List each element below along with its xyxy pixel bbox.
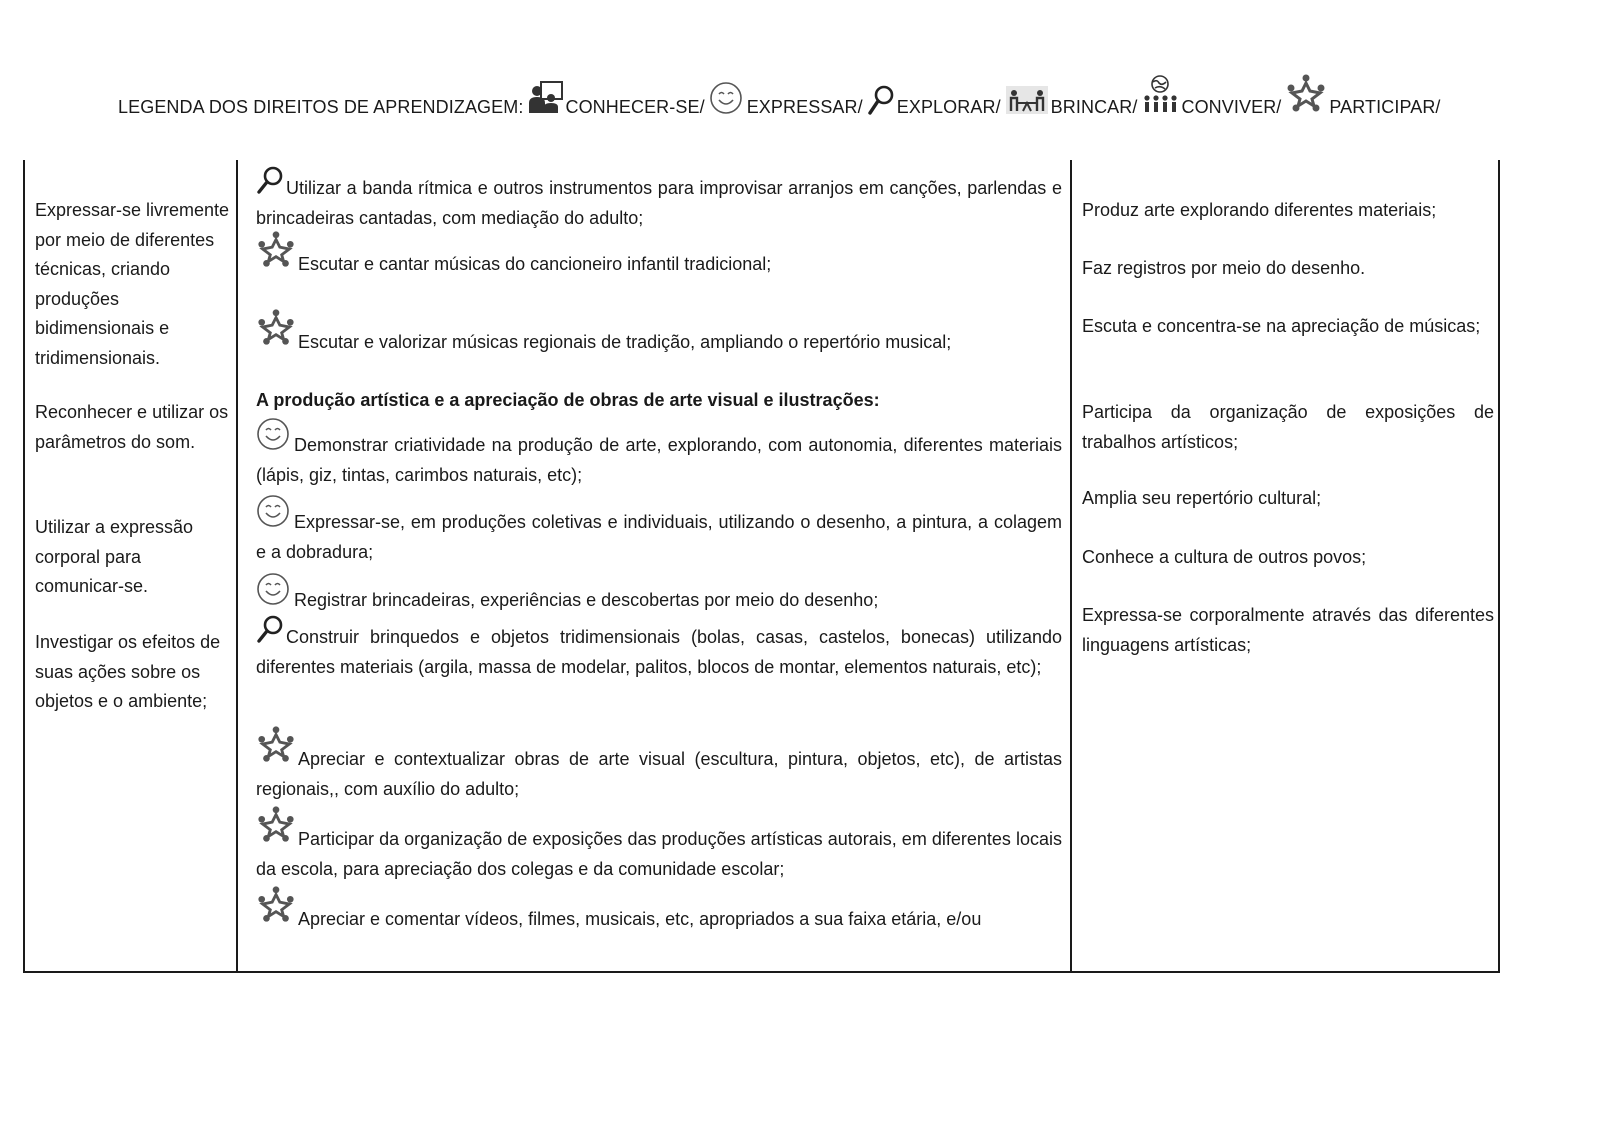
people-circle-icon	[256, 725, 296, 775]
smiley-icon	[256, 417, 292, 461]
assessment-item: Escuta e concentra-se na apreciação de músicas;	[1082, 316, 1481, 336]
assessment-item: Produz arte explorando diferentes materiais;	[1082, 200, 1437, 220]
people-board-icon	[527, 81, 563, 120]
experience-text: Utilizar a banda rítmica e outros instrumentos para improvisar arranjos em canções, parlendas e brincadeiras cantadas, com mediação do adulto;	[256, 178, 1062, 228]
people-circle-icon	[256, 230, 296, 280]
globe-family-icon	[1141, 75, 1179, 120]
magnifier-icon	[256, 615, 284, 653]
experience-item	[256, 494, 1062, 567]
objective-item: Investigar os efeitos de suas ações sobre os objetos e o ambiente;	[35, 632, 221, 711]
experience-text: Construir brinquedos e objetos tridimensionais (bolas, casas, castelos, bonecas) utilizando diferentes materiais (argila, massa de modelar, palitos, blocos de montar, elementos naturais, etc);	[256, 627, 1062, 677]
objective-item: Utilizar a expressão corporal para comunicar-se.	[35, 517, 194, 596]
legend-label-conhecer: CONHECER-SE/	[565, 97, 705, 117]
objective-item: Expressar-se livremente por meio de diferentes técnicas, criando produções bidimensionais e tridimensionais.	[35, 200, 230, 368]
section-heading: A produção artística e a apreciação de obras de arte visual e ilustrações:	[256, 390, 880, 410]
legend-label-brincar: BRINCAR/	[1050, 97, 1138, 117]
experience-item	[256, 615, 1062, 682]
experience-text: Apreciar e contextualizar obras de arte visual (escultura, pintura, objetos, etc), de artistas regionais,, com auxílio do adulto;	[256, 749, 1062, 799]
experience-text: Participar da organização de exposições das produções artísticas autorais, em diferentes locais da escola, para apreciação dos colegas e da comunidade escolar;	[256, 829, 1062, 879]
experience-item	[256, 885, 1062, 935]
experience-item	[256, 166, 1062, 233]
legend-label-explorar: EXPLORAR/	[896, 97, 1001, 117]
experience-text: Apreciar e comentar vídeos, filmes, musicais, etc, apropriados a sua faixa etária, e/ou	[298, 909, 982, 929]
legend	[118, 64, 1538, 124]
assessment-item: Expressa-se corporalmente através das diferentes linguagens artísticas;	[1082, 605, 1494, 655]
legend-title: LEGENDA DOS DIREITOS DE APRENDIZAGEM:	[118, 97, 524, 117]
assessment-item: Participa da organização de exposições de trabalhos artísticos;	[1082, 402, 1494, 452]
objectives-column	[25, 160, 238, 971]
experience-text: Registrar brincadeiras, experiências e descobertas por meio do desenho;	[294, 590, 879, 610]
experience-text: Demonstrar criatividade na produção de arte, explorando, com autonomia, diferentes materiais (lápis, giz, tintas, carimbos naturais, etc);	[256, 435, 1062, 485]
people-circle-icon	[1285, 73, 1327, 120]
experience-text: Escutar e valorizar músicas regionais de tradição, ampliando o repertório musical;	[298, 332, 952, 352]
experiences-column	[238, 160, 1072, 971]
children-playing-icon	[1005, 85, 1049, 120]
people-circle-icon	[256, 885, 296, 935]
experience-item	[256, 805, 1062, 884]
smiley-icon	[256, 572, 292, 616]
assessment-item: Faz registros por meio do desenho.	[1082, 258, 1366, 278]
smiley-icon	[709, 81, 745, 120]
assessment-column	[1072, 160, 1498, 971]
magnifier-icon	[867, 85, 895, 120]
assessment-item: Conhece a cultura de outros povos;	[1082, 547, 1367, 567]
experience-item	[256, 572, 1062, 616]
experience-text: Escutar e cantar músicas do cancioneiro infantil tradicional;	[298, 254, 772, 274]
smiley-icon	[256, 494, 292, 538]
experience-item	[256, 308, 1062, 358]
legend-label-participar: PARTICIPAR/	[1329, 97, 1441, 117]
people-circle-icon	[256, 805, 296, 855]
legend-label-expressar: EXPRESSAR/	[746, 97, 863, 117]
legend-label-conviver: CONVIVER/	[1181, 97, 1282, 117]
experience-item	[256, 725, 1062, 804]
objective-item: Reconhecer e utilizar os parâmetros do som.	[35, 402, 229, 452]
assessment-item: Amplia seu repertório cultural;	[1082, 488, 1322, 508]
people-circle-icon	[256, 308, 296, 358]
experience-item	[256, 230, 1062, 280]
magnifier-icon	[256, 166, 284, 204]
curriculum-table	[23, 160, 1500, 973]
experience-text: Expressar-se, em produções coletivas e individuais, utilizando o desenho, a pintura, a colagem e a dobradura;	[256, 512, 1062, 562]
experience-item	[256, 417, 1062, 490]
